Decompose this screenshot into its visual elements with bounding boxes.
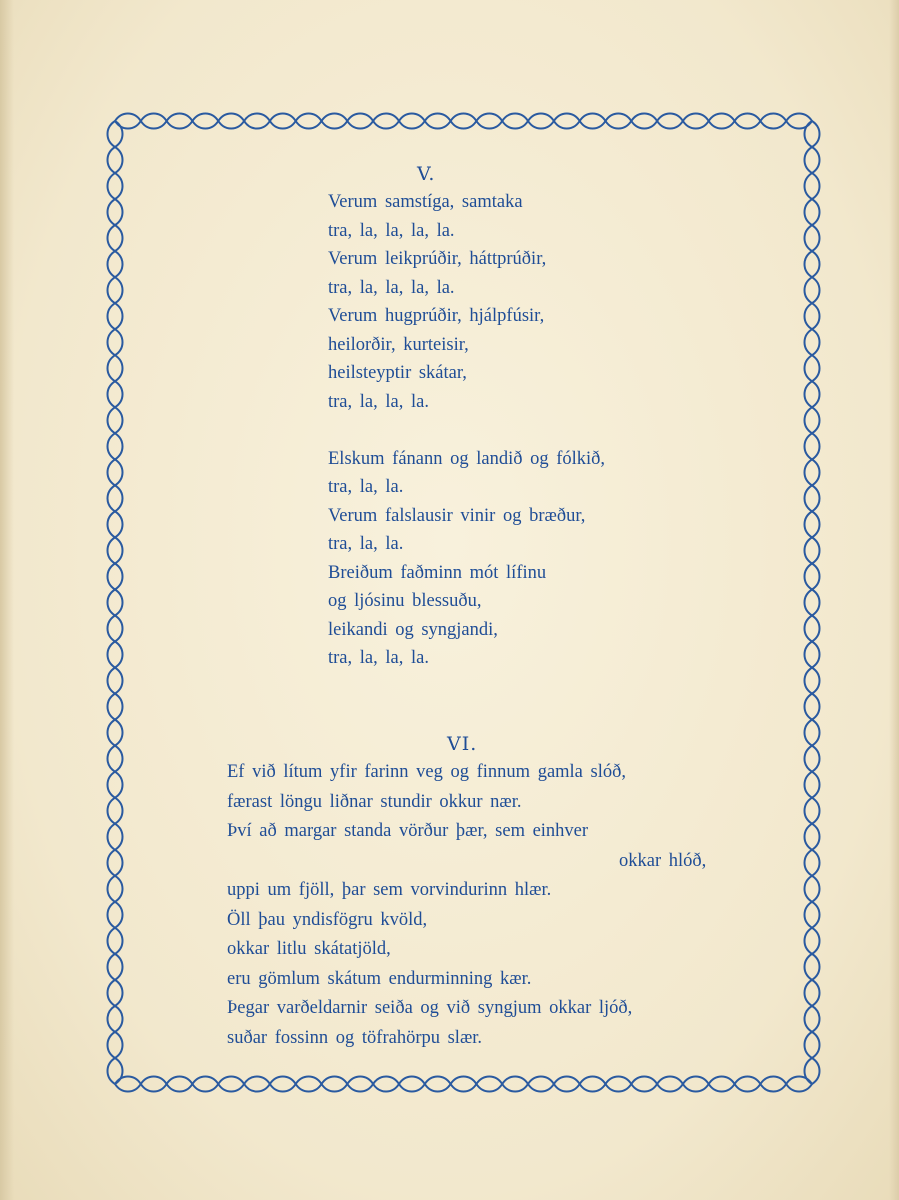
verse-line: uppi um fjöll, þar sem vorvindurinn hlær. [227, 880, 552, 900]
section-6-numeral: VI. [447, 733, 478, 755]
verse-line: leikandi og syngjandi, [328, 619, 498, 640]
border-wave [108, 121, 123, 1084]
border-wave [108, 121, 123, 1084]
verse-line: Verum samstíga, samtaka [328, 192, 523, 212]
border-wave [805, 121, 820, 1084]
section-5-numeral: V. [417, 163, 436, 185]
verse-line: og ljósinu blessuðu, [328, 591, 482, 611]
verse-line: suðar fossinn og töfrahörpu slær. [227, 1027, 483, 1048]
border-wave [115, 114, 812, 129]
verse-line: Breiðum faðminn mót lífinu [328, 562, 547, 583]
verse-line: Verum falslausir vinir og bræður, [328, 505, 586, 526]
border-wave [115, 114, 812, 129]
verse-line: tra, la, la, la, la. [328, 220, 455, 241]
stanza-gap [328, 416, 605, 445]
verse-line: tra, la, la, la. [328, 648, 429, 668]
verse-line: okkar hlóð, [619, 850, 707, 871]
verse-line: Ef við lítum yfir farinn veg og finnum gamla slóð, [227, 762, 626, 782]
verse-line: eru gömlum skátum endurminning kær. [227, 968, 532, 989]
verse-line: tra, la, la. [328, 534, 404, 554]
verse-line: heilorðir, kurteisir, [328, 334, 469, 355]
verse-line: Þegar varðeldarnir seiða og við syngjum okkar ljóð, [227, 998, 633, 1018]
verse-line: Verum hugprúðir, hjálpfúsir, [328, 306, 545, 326]
verse-line: Elskum fánann og landið og fólkið, [328, 448, 606, 469]
verse-line: heilsteyptir skátar, [328, 363, 467, 383]
verse-line: okkar litlu skátatjöld, [227, 939, 391, 959]
verse-line: færast löngu liðnar stundir okkur nær. [227, 791, 522, 812]
verse-line: Verum leikprúðir, háttprúðir, [328, 249, 547, 269]
verse-line: tra, la, la, la. [328, 391, 429, 412]
verse-line: tra, la, la, la, la. [328, 277, 455, 298]
verse-line: tra, la, la. [328, 477, 404, 497]
section-6-verse [227, 758, 706, 1053]
border-wave [115, 1077, 812, 1092]
section-5-verse [328, 188, 605, 673]
border-wave [805, 121, 820, 1084]
verse-line: Öll þau yndisfögru kvöld, [227, 909, 428, 930]
verse-line: Því að margar standa vörður þær, sem einhver [227, 821, 589, 841]
border-wave [115, 1077, 812, 1092]
